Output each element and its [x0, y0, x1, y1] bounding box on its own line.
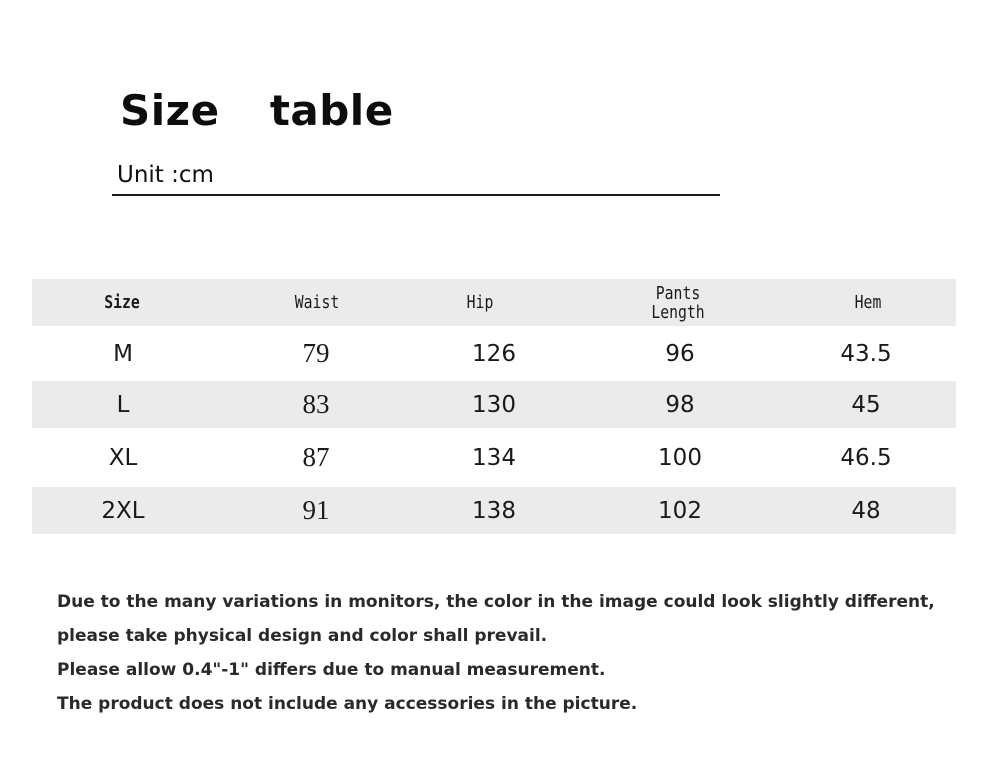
title-underline — [112, 194, 720, 196]
note-physical-design: please take physical design and color shall prevail. — [57, 626, 548, 646]
cell-size: L — [116, 391, 130, 418]
header-pants-length: Pants Length — [651, 282, 705, 323]
cell-hip: 130 — [472, 391, 516, 418]
cell-size: M — [113, 340, 133, 367]
header-waist: Waist — [294, 292, 340, 313]
cell-size: 2XL — [101, 497, 145, 524]
cell-hem: 43.5 — [840, 340, 892, 367]
cell-waist: 91 — [302, 495, 330, 525]
cell-pants-length: 100 — [658, 444, 702, 471]
cell-pants-length: 96 — [665, 340, 695, 367]
cell-hip: 126 — [472, 340, 516, 367]
note-measurement: Please allow 0.4"-1" differs due to manual measurement. — [57, 660, 606, 680]
cell-hem: 46.5 — [840, 444, 892, 471]
cell-hem: 45 — [851, 391, 881, 418]
cell-pants-length: 98 — [665, 391, 695, 418]
cell-waist: 87 — [302, 442, 330, 472]
cell-size: XL — [108, 444, 138, 471]
table-row — [32, 434, 956, 481]
table-row — [32, 381, 956, 428]
header-size: Size — [104, 292, 140, 313]
cell-waist: 83 — [302, 389, 330, 419]
cell-hip: 138 — [472, 497, 516, 524]
cell-waist: 79 — [302, 338, 330, 368]
size-table-title: Size table — [120, 86, 394, 135]
note-color-variation: Due to the many variations in monitors, the color in the image could look slightly different, — [57, 592, 935, 612]
unit-label: Unit :cm — [117, 162, 214, 188]
cell-hem: 48 — [851, 497, 881, 524]
table-row — [32, 330, 956, 377]
cell-pants-length: 102 — [658, 497, 702, 524]
header-hip: Hip — [466, 292, 494, 313]
table-row — [32, 487, 956, 534]
header-hem: Hem — [854, 292, 882, 313]
note-accessories: The product does not include any accessories in the picture. — [57, 694, 638, 714]
cell-hip: 134 — [472, 444, 516, 471]
table-header-row — [32, 279, 956, 326]
